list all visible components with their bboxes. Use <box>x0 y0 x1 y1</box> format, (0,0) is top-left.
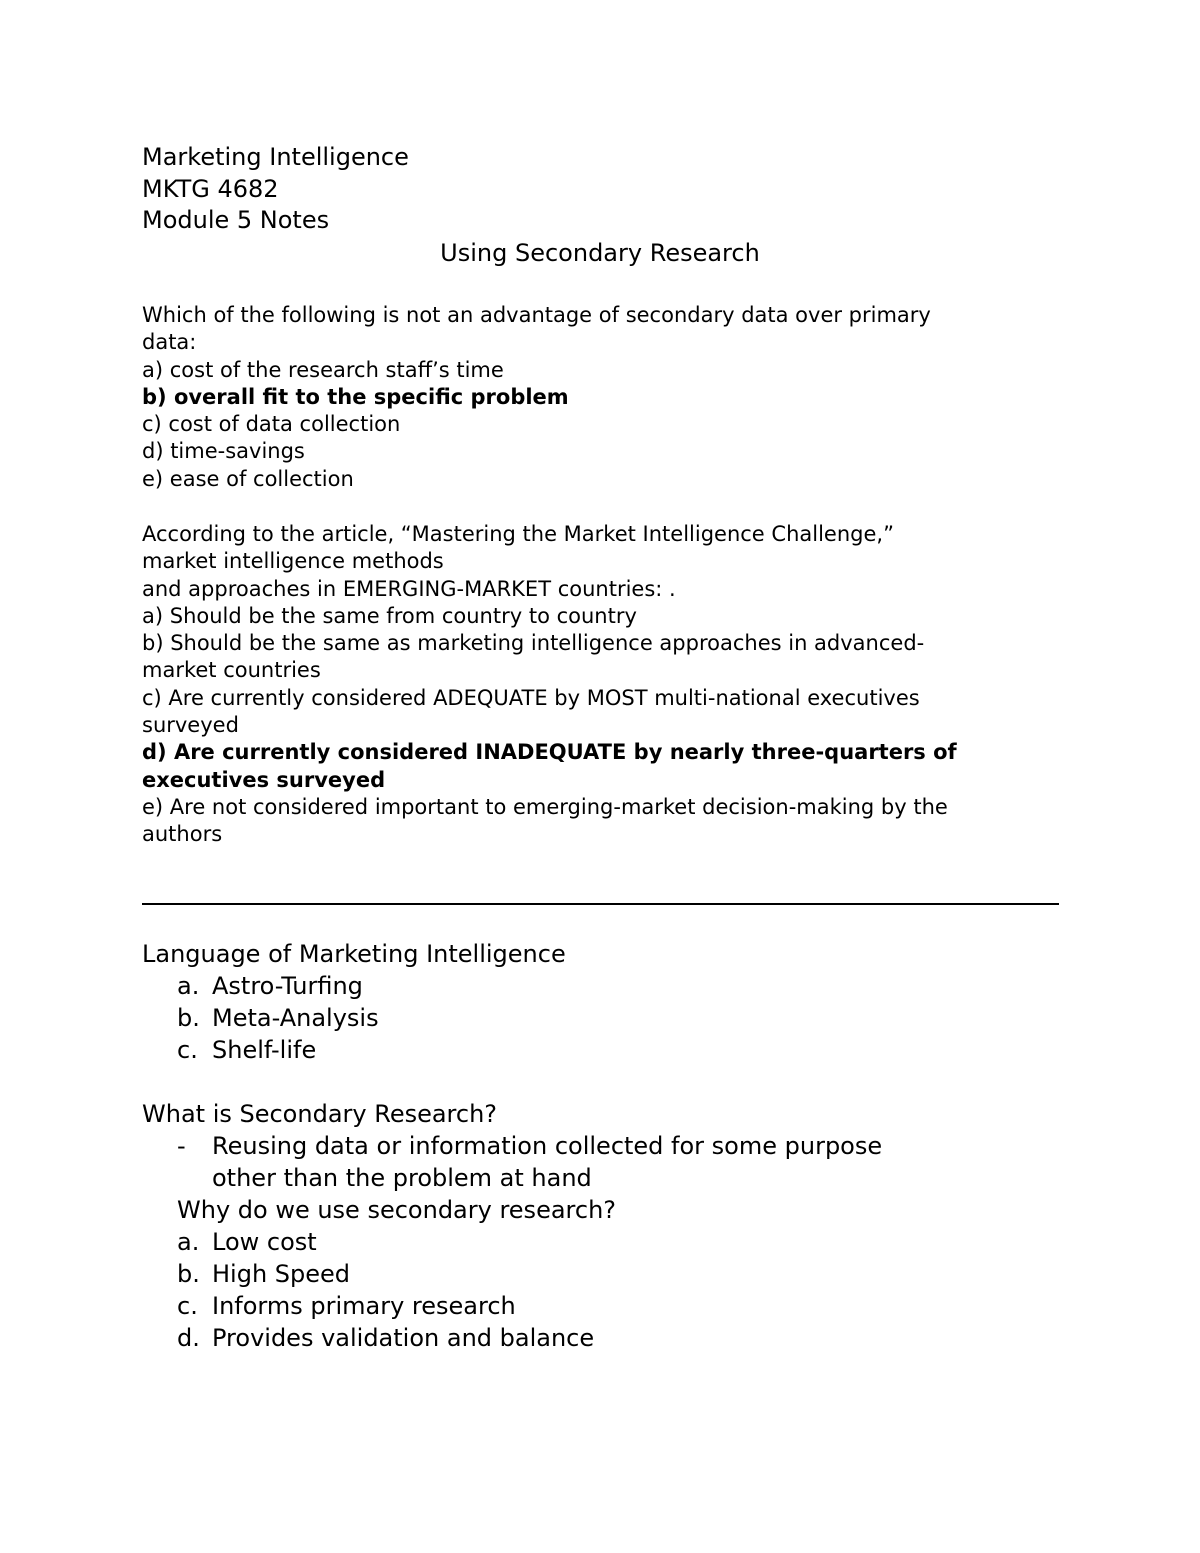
question-1-option-d: d) time-savings <box>142 439 305 464</box>
module-label: Module 5 Notes <box>142 206 330 234</box>
dash-marker: - <box>177 1132 186 1160</box>
question-2-option-c-line-2: surveyed <box>142 713 239 738</box>
question-2-option-a: a) Should be the same from country to country <box>142 603 637 628</box>
list-marker: d. <box>177 1324 200 1352</box>
list-item-text: High Speed <box>212 1260 351 1288</box>
question-2-option-e-line-2: authors <box>142 822 223 847</box>
list-item <box>142 1290 1062 1322</box>
question-2-option-b-line-2: market countries <box>142 658 321 683</box>
list-item <box>142 1034 1062 1066</box>
definition-line-2: other than the problem at hand <box>212 1164 592 1192</box>
question-1-stem-line-2: data: <box>142 330 197 355</box>
list-item-text: Shelf-life <box>212 1036 317 1064</box>
question-1-option-e: e) ease of collection <box>142 466 354 491</box>
list-item-text: Meta-Analysis <box>212 1004 379 1032</box>
list-marker: c. <box>177 1292 198 1320</box>
question-2-option-d-answer-line-2: executives surveyed <box>142 767 386 792</box>
question-1-option-a: a) cost of the research staff’s time <box>142 357 504 382</box>
secondary-heading: What is Secondary Research? <box>142 1100 498 1128</box>
question-2-stem-line-2: market intelligence methods <box>142 549 444 574</box>
question-2-stem-line-3: and approaches in EMERGING-MARKET countries: . <box>142 576 676 601</box>
page-title: Using Secondary Research <box>440 239 760 267</box>
question-2-option-c-line-1: c) Are currently considered ADEQUATE by MOST multi-national executives <box>142 685 920 710</box>
question-1-option-b-answer: b) overall fit to the specific problem <box>142 384 569 409</box>
list-marker: a. <box>177 972 200 1000</box>
list-marker: a. <box>177 1228 200 1256</box>
list-item <box>142 970 1062 1002</box>
language-section <box>142 938 1062 1066</box>
list-item <box>142 1226 1062 1258</box>
section-divider <box>142 903 1059 905</box>
list-item <box>142 1002 1062 1034</box>
question-1-stem-line-1: Which of the following is not an advantage of secondary data over primary <box>142 303 931 327</box>
why-heading: Why do we use secondary research? <box>177 1196 617 1224</box>
list-item-text: Provides validation and balance <box>212 1324 595 1352</box>
definition-item <box>142 1130 1062 1162</box>
course-code: MKTG 4682 <box>142 174 279 203</box>
list-item <box>142 1258 1062 1290</box>
list-item-text: Informs primary research <box>212 1292 516 1320</box>
list-marker: b. <box>177 1004 200 1032</box>
question-2-stem-line-1: According to the article, “Mastering the Market Intelligence Challenge,” <box>142 522 894 546</box>
question-2-option-d-answer-line-1: d) Are currently considered INADEQUATE by nearly three-quarters of <box>142 740 957 765</box>
document-header <box>142 142 1062 237</box>
question-2-option-b-line-1: b) Should be the same as marketing intelligence approaches in advanced- <box>142 631 925 656</box>
question-1 <box>142 302 1062 493</box>
list-item-text: Low cost <box>212 1228 317 1256</box>
language-heading: Language of Marketing Intelligence <box>142 940 566 968</box>
definition-line-1: Reusing data or information collected for some purpose <box>212 1132 883 1160</box>
secondary-research-section <box>142 1098 1062 1354</box>
list-marker: b. <box>177 1260 200 1288</box>
list-marker: c. <box>177 1036 198 1064</box>
question-2 <box>142 521 1062 849</box>
list-item <box>142 1322 1062 1354</box>
definition-continuation <box>142 1162 1062 1194</box>
question-1-option-c: c) cost of data collection <box>142 412 401 437</box>
course-name: Marketing Intelligence <box>142 143 409 171</box>
question-2-option-e-line-1: e) Are not considered important to emerging-market decision-making by the <box>142 794 948 819</box>
list-item-text: Astro-Turfing <box>212 972 363 1000</box>
